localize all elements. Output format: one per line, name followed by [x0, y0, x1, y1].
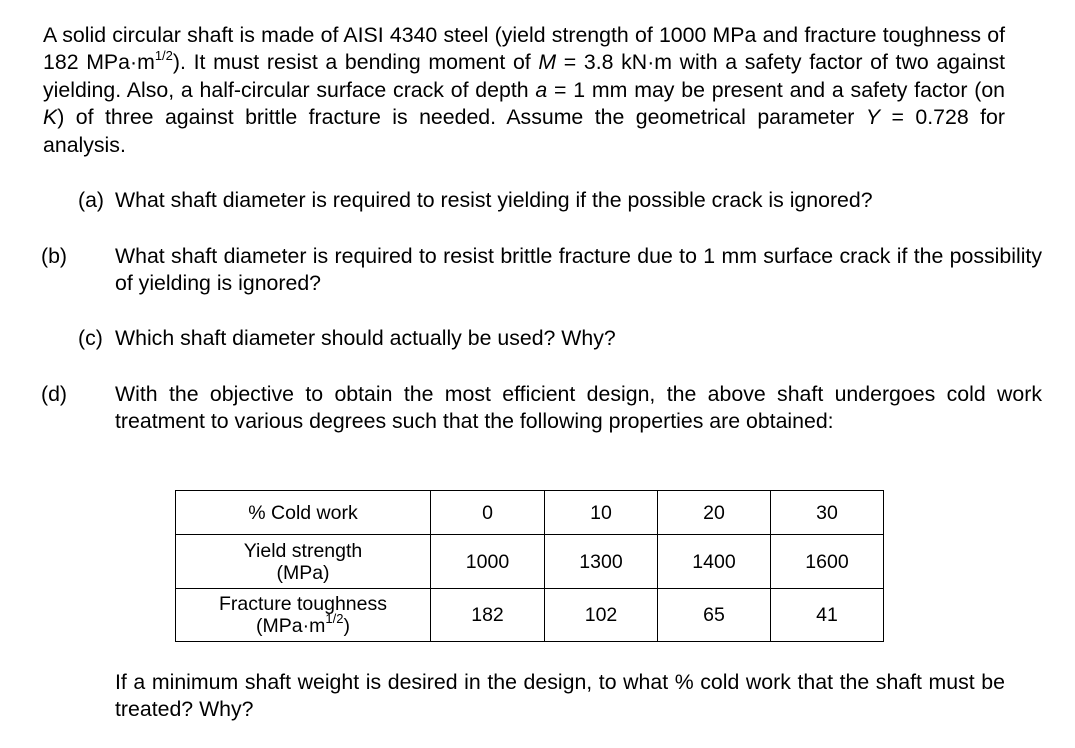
- table-cell: 0: [431, 491, 545, 535]
- properties-table: [175, 490, 884, 642]
- question-d: [41, 381, 1042, 436]
- question-c: [78, 325, 1005, 352]
- toughness-label-line-1: Fracture toughness: [218, 593, 387, 615]
- closing-question: If a minimum shaft weight is desired in the design, to what % cold work that the shaft must be treated? Why?: [115, 670, 1005, 722]
- table-cell: 10: [545, 491, 658, 535]
- question-d-label: (d): [41, 382, 68, 406]
- table-row: [176, 589, 884, 642]
- table-cell: 1600: [771, 535, 884, 589]
- intro-text-2: ). It must resist a bending moment of: [172, 50, 539, 75]
- question-b: [41, 243, 1042, 298]
- yield-strength-header: [176, 535, 431, 589]
- intro-text-4: = 1 mm may be present and a safety factor (on: [547, 77, 1006, 102]
- table-row: [176, 491, 884, 535]
- toughness-label-close: ): [343, 615, 350, 637]
- intro-text-1: A solid circular shaft is made of AISI 4340 steel (yield strength of 1000 MPa and fracture toughness of 182 MPa·m: [43, 23, 1005, 75]
- table-cell: 102: [545, 589, 658, 642]
- cold-work-header: % Cold work: [176, 491, 431, 535]
- table-cell: 1400: [658, 535, 771, 589]
- table-cell: 182: [431, 589, 545, 642]
- table-row: [176, 535, 884, 589]
- toughness-exponent: 1/2: [325, 611, 344, 626]
- table-cell: 65: [658, 589, 771, 642]
- intro-text-3: = 3.8 kN·m with a safety factor of two against yielding. Also, a half-circular surface crack of depth: [43, 50, 1006, 102]
- toughness-label-line-2: (MPa·m: [256, 615, 326, 637]
- yield-label-line-1: Yield strength: [243, 539, 363, 562]
- moment-symbol: M: [538, 50, 557, 75]
- intro-text-5: ) of three against brittle fracture is needed. Assume the geometrical parameter: [57, 105, 866, 130]
- question-d-text: With the objective to obtain the most efficient design, the above shaft undergoes cold work treatment to various degrees such that the following properties are obtained:: [115, 382, 1042, 434]
- table-cell: 20: [658, 491, 771, 535]
- fracture-toughness-header: [176, 589, 431, 642]
- question-b-label: (b): [41, 244, 68, 268]
- table-cell: 41: [771, 589, 884, 642]
- problem-statement: [43, 22, 1005, 159]
- table-cell: 1300: [545, 535, 658, 589]
- table-cell: 30: [771, 491, 884, 535]
- stress-intensity-symbol: K: [43, 105, 58, 130]
- intro-exponent: 1/2: [154, 48, 173, 64]
- yield-label-line-2: (MPa): [276, 561, 330, 584]
- question-a-text: What shaft diameter is required to resist yielding if the possible crack is ignored?: [115, 188, 873, 212]
- intro-text-6: = 0.728 for analysis.: [43, 105, 1005, 157]
- geometry-symbol: Y: [865, 105, 881, 130]
- table-cell: 1000: [431, 535, 545, 589]
- question-c-text: Which shaft diameter should actually be used? Why?: [115, 326, 616, 350]
- question-a: [78, 187, 1005, 214]
- question-b-text: What shaft diameter is required to resist brittle fracture due to 1 mm surface crack if the possibility of yielding is ignored?: [115, 244, 1042, 296]
- question-c-label: (c): [78, 326, 103, 350]
- question-a-label: (a): [78, 188, 105, 212]
- crack-depth-symbol: a: [535, 77, 548, 102]
